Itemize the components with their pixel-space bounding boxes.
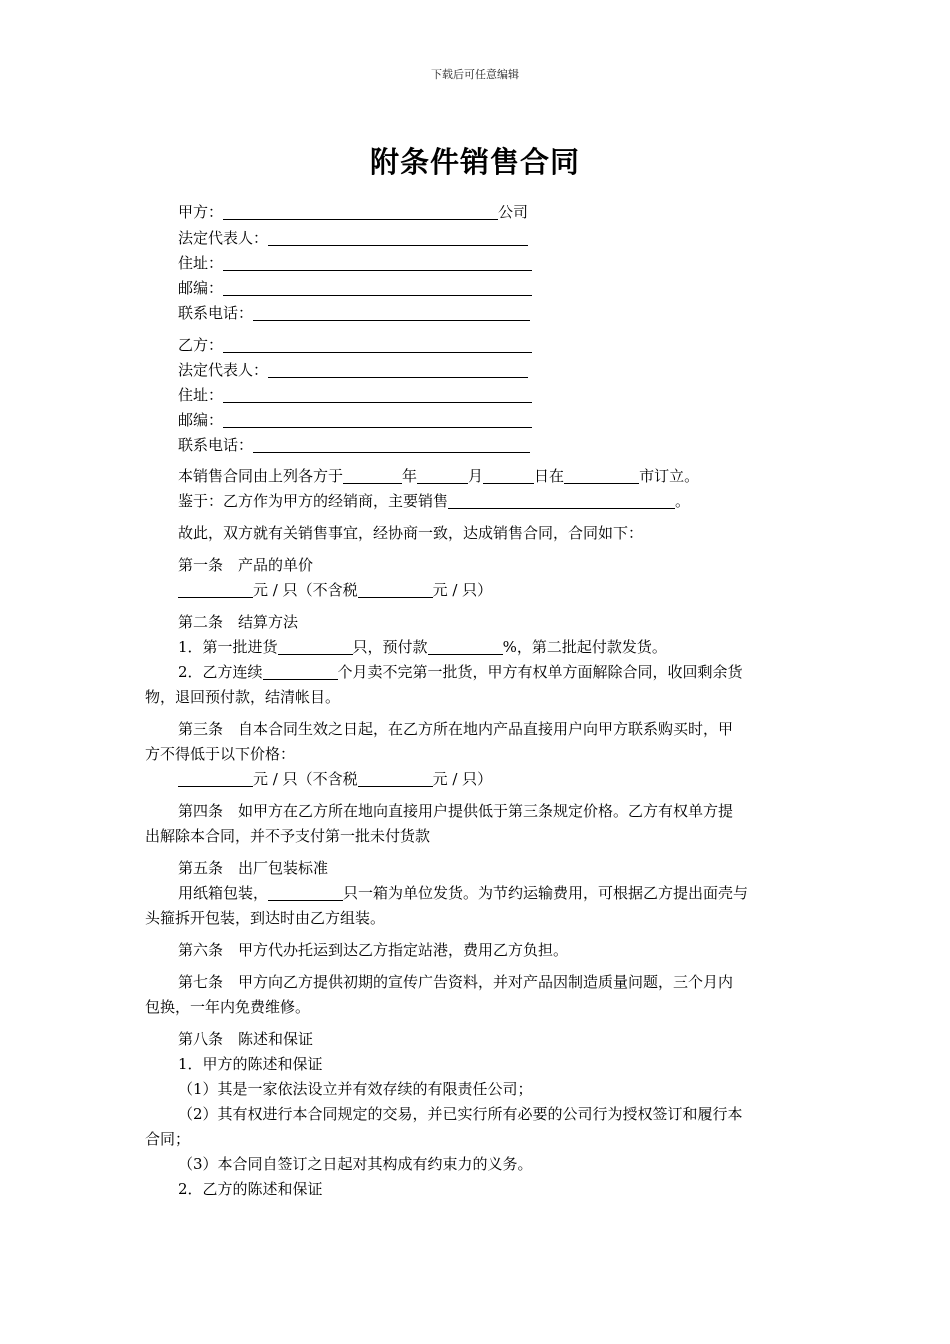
clause-text: 只，预付款 [352,638,428,656]
party-a-zip-label: 邮编： [178,279,224,297]
article-8-item-2-cont: 合同； [145,1130,191,1148]
party-a-phone-line [178,303,530,323]
article-8-sub-2: 2．乙方的陈述和保证 [178,1180,323,1198]
price-text: 元 / 只（不含税 [253,581,358,599]
header-note: 下载后可任意编辑 [431,68,519,81]
blank-field [428,638,503,655]
blank-field [268,361,528,378]
blank-field [358,770,433,787]
party-a-address-label: 住址： [178,254,224,272]
party-b-zip-line [178,410,532,430]
article-7-line-1: 第七条 甲方向乙方提供初期的宣传广告资料，并对产品因制造质量问题，三个月内 [178,973,734,991]
blank-field [178,770,253,787]
blank-field [268,884,343,901]
clause-text: 只一箱为单位发货。为节约运输费用，可根据乙方提出面壳与 [343,884,749,902]
clause-text: %，第二批起付款发货。 [502,638,667,656]
blank-field [417,467,468,484]
intro-whereas-line [178,491,690,511]
blank-field [223,203,498,220]
party-b-label: 乙方： [178,336,224,354]
intro-date-line [178,466,699,486]
party-b-phone-label: 联系电话： [178,436,254,454]
clause-text: 个月卖不完第一批货，甲方有权单方面解除合同，收回剩余货 [337,663,743,681]
party-a-rep-label: 法定代表人： [178,229,269,247]
clause-text: 用纸箱包装， [178,884,269,902]
article-3-line-1: 第三条 自本合同生效之日起，在乙方所在地内产品直接用户向甲方联系购买时，甲 [178,720,734,738]
blank-field [223,411,532,428]
article-8-heading: 第八条 陈述和保证 [178,1030,314,1048]
price-text: 元 / 只（不含税 [253,770,358,788]
intro-text: 月 [468,467,484,485]
blank-field [253,304,530,321]
blank-field [223,254,532,271]
blank-field [358,581,433,598]
blank-field [448,492,675,509]
clause-text: 1．第一批进货 [178,638,278,656]
intro-text: 鉴于：乙方作为甲方的经销商，主要销售 [178,492,449,510]
article-2-item-2-cont: 物，退回预付款，结清帐目。 [145,688,341,706]
article-4-line-2: 出解除本合同，并不予支付第一批未付货款 [145,827,431,845]
blank-field [178,581,253,598]
party-b-address-label: 住址： [178,386,224,404]
blank-field [268,229,528,246]
article-8-item-1: （1）其是一家依法设立并有效存续的有限责任公司； [178,1080,533,1098]
intro-conclusion-line: 故此，双方就有关销售事宜，经协商一致，达成销售合同，合同如下： [178,524,644,542]
intro-text: 日在 [534,467,565,485]
blank-field [278,638,353,655]
party-b-rep-line [178,360,528,380]
intro-text: 本销售合同由上列各方于 [178,467,344,485]
article-5-line-1 [178,883,748,903]
party-a-rep-line [178,228,528,248]
intro-text: 。 [675,492,691,510]
blank-field [263,663,338,680]
intro-text: 年 [402,467,418,485]
blank-field [343,467,402,484]
party-a-address-line [178,253,532,273]
intro-text: 市订立。 [639,467,700,485]
article-8-item-2: （2）其有权进行本合同规定的交易，并已实行所有必要的公司行为授权签订和履行本 [178,1105,743,1123]
article-5-heading: 第五条 出厂包装标准 [178,859,329,877]
article-6-line-1: 第六条 甲方代办托运到达乙方指定站港，费用乙方负担。 [178,941,569,959]
article-2-heading: 第二条 结算方法 [178,613,299,631]
blank-field [223,279,532,296]
article-1-price-line [178,580,492,600]
party-a-line [178,202,528,222]
blank-field [223,336,532,353]
article-2-item-2 [178,662,743,682]
blank-field [253,436,530,453]
clause-text: 2．乙方连续 [178,663,263,681]
blank-field [223,386,532,403]
article-8-sub-1: 1．甲方的陈述和保证 [178,1055,323,1073]
article-4-line-1: 第四条 如甲方在乙方所在地向直接用户提供低于第三条规定价格。乙方有权单方提 [178,802,734,820]
document-title: 附条件销售合同 [369,145,580,179]
party-b-rep-label: 法定代表人： [178,361,269,379]
party-b-address-line [178,385,532,405]
party-b-zip-label: 邮编： [178,411,224,429]
blank-field [564,467,639,484]
party-b-line [178,335,532,355]
article-3-line-2: 方不得低于以下价格： [145,745,296,763]
article-5-line-2: 头箍拆开包装，到达时由乙方组装。 [145,909,386,927]
party-a-label: 甲方： [178,203,224,221]
price-text: 元 / 只） [432,770,493,788]
party-a-zip-line [178,278,532,298]
party-b-phone-line [178,435,530,455]
blank-field [483,467,534,484]
article-3-price-line [178,769,492,789]
party-a-suffix: 公司 [498,203,529,221]
article-1-heading: 第一条 产品的单价 [178,556,314,574]
article-8-item-3: （3）本合同自签订之日起对其构成有约束力的义务。 [178,1155,533,1173]
article-7-line-2: 包换，一年内免费维修。 [145,998,311,1016]
article-2-item-1 [178,637,667,657]
price-text: 元 / 只） [432,581,493,599]
party-a-phone-label: 联系电话： [178,304,254,322]
